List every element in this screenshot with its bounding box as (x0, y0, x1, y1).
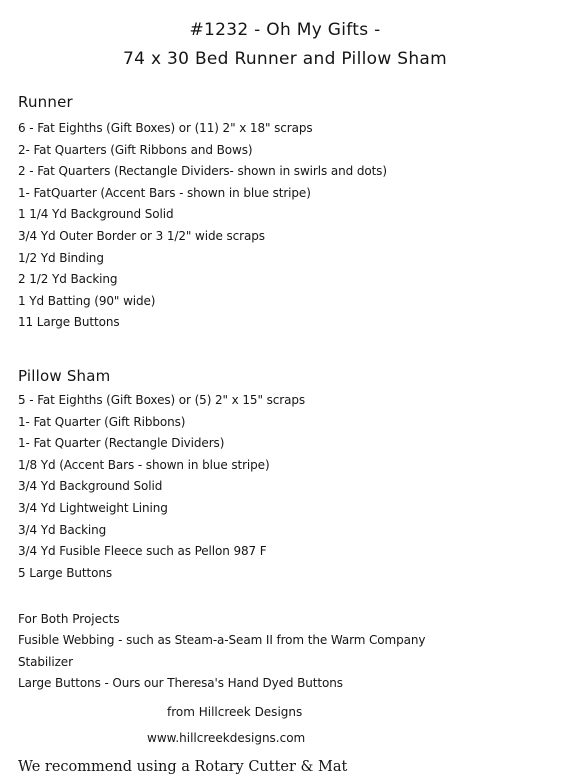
list-item: 1 Yd Batting (90" wide) (18, 293, 156, 308)
list-item: 3/4 Yd Lightweight Lining (18, 500, 168, 515)
list-item: 2- Fat Quarters (Gift Ribbons and Bows) (18, 142, 253, 157)
recommendation-note: We recommend using a Rotary Cutter & Mat (18, 759, 348, 775)
supplier-line: from Hillcreek Designs (167, 705, 303, 719)
list-item: 3/4 Yd Fusible Fleece such as Pellon 987 F (18, 544, 267, 559)
list-item: 1- FatQuarter (Accent Bars - shown in blue stripe) (18, 185, 311, 200)
list-item: 5 - Fat Eighths (Gift Boxes) or (5) 2" x 15" scraps (18, 393, 305, 407)
runner-heading: Runner (18, 93, 73, 111)
list-item: 1- Fat Quarter (Gift Ribbons) (18, 414, 186, 429)
runner-list (18, 118, 387, 334)
list-item: 11 Large Buttons (18, 315, 120, 330)
list-item: 3/4 Yd Outer Border or 3 1/2" wide scraps (18, 228, 265, 243)
pillow-sham-heading: Pillow Sham (18, 367, 111, 385)
list-item: 6 - Fat Eighths (Gift Boxes) or (11) 2" x 18" scraps (18, 121, 313, 135)
list-item: 1/8 Yd (Accent Bars - shown in blue stripe) (18, 457, 270, 472)
list-item: 5 Large Buttons (18, 565, 112, 580)
website-text: www.hillcreekdesigns.com (147, 731, 306, 745)
list-item: 1- Fat Quarter (Rectangle Dividers) (18, 436, 225, 451)
pattern-title: #1232 - Oh My Gifts - (189, 20, 381, 40)
both-projects-list (18, 630, 425, 695)
list-item: 1/2 Yd Binding (18, 250, 104, 265)
list-item: Fusible Webbing - such as Steam-a-Seam II from the Warm Company (18, 633, 426, 647)
list-item: Large Buttons - Ours our Theresa's Hand Dyed Buttons (18, 676, 343, 691)
list-item: Stabilizer (18, 654, 73, 669)
list-item: 1 1/4 Yd Background Solid (18, 207, 174, 222)
both-projects-heading: For Both Projects (18, 612, 120, 626)
list-item: 2 - Fat Quarters (Rectangle Dividers- shown in swirls and dots) (18, 164, 387, 179)
list-item: 3/4 Yd Backing (18, 522, 107, 537)
list-item: 2 1/2 Yd Backing (18, 272, 118, 287)
list-item: 3/4 Yd Background Solid (18, 479, 163, 494)
pattern-subtitle: 74 x 30 Bed Runner and Pillow Sham (123, 49, 447, 69)
pillow-sham-list (18, 390, 305, 584)
